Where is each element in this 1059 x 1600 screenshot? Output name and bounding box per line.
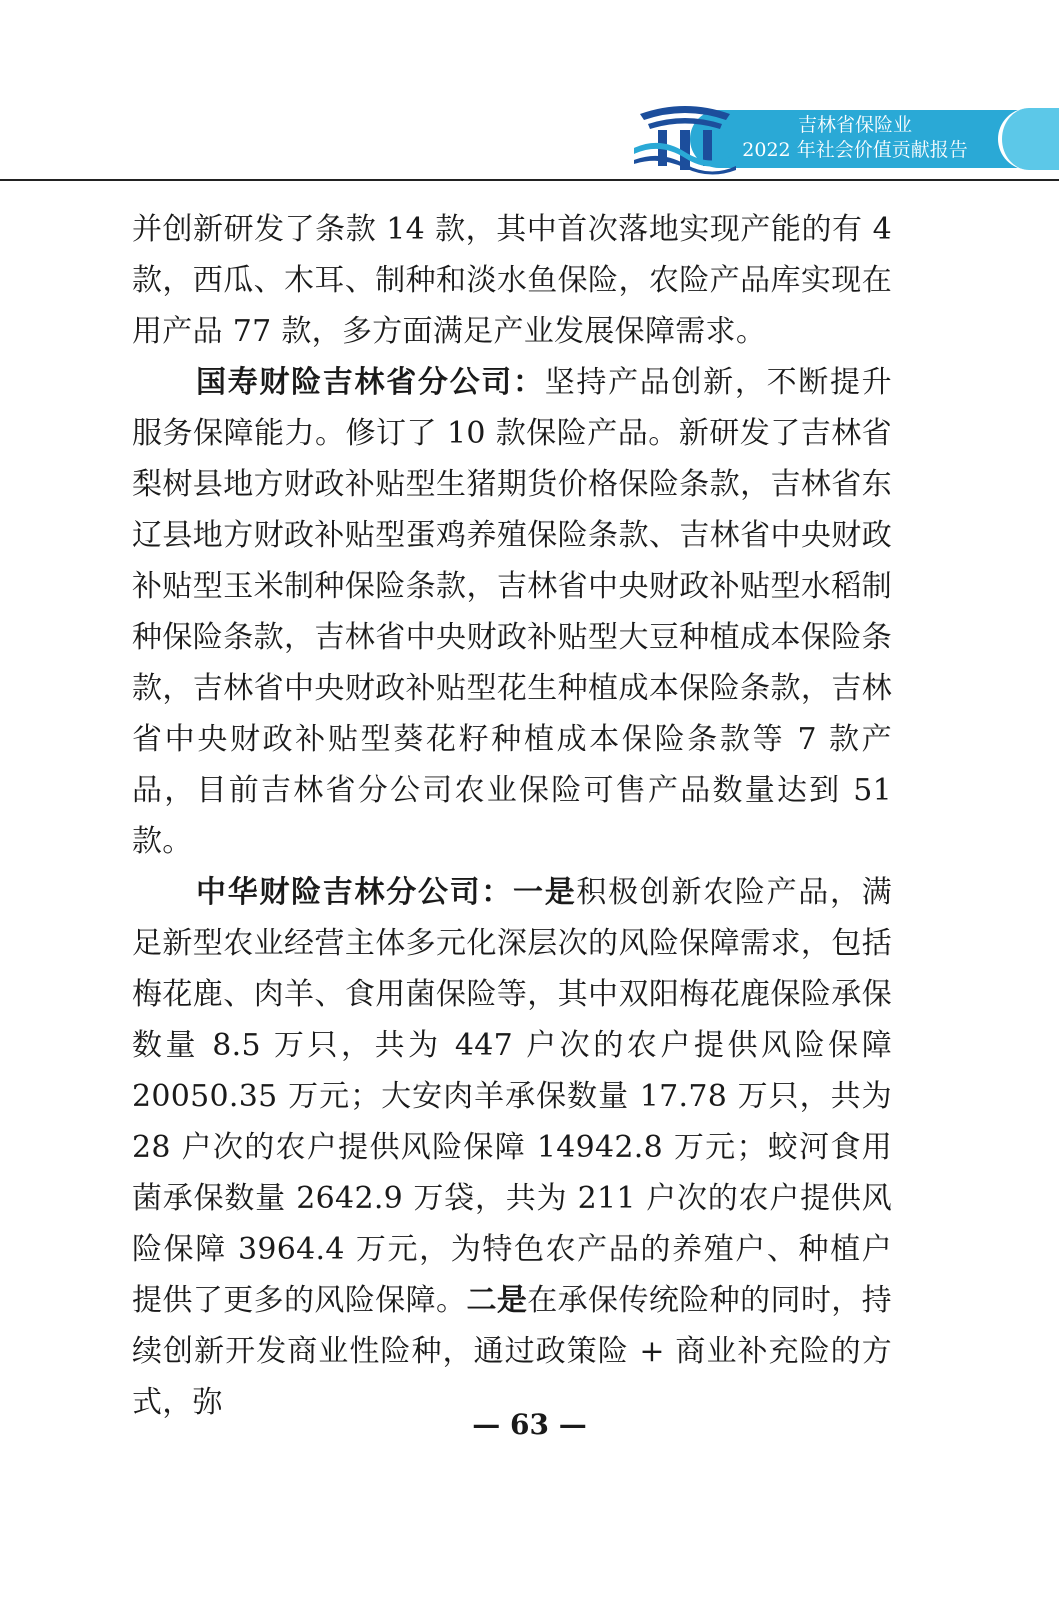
body-text	[132, 204, 892, 1428]
paragraph-2	[132, 357, 892, 867]
report-title-line1: 吉林省保险业	[797, 114, 912, 136]
paragraph-3-part2: 在承保传统险种的同时，持续创新开发商业性险种，通过政策险 + 商业补充险的方式，弥	[132, 1283, 892, 1420]
report-title-line2: 2022 年社会价值贡献报告	[742, 139, 968, 161]
paragraph-3-first-marker: 一是	[513, 875, 577, 910]
page-header	[0, 0, 1059, 185]
paragraph-3-part1: 积极创新农险产品，满足新型农业经营主体多元化深层次的风险保障需求，包括梅花鹿、肉羊、食用菌保险等，其中双阳梅花鹿保险承保数量 8.5 万只，共为 447 户次的农户提供风险保障 20050.35 万元；大安肉羊承保数量 17.78 万只，共为 28 户次的农户提供风险保障 14942.8 万元；蛟河食用菌承保数量 2642.9 万袋，共为 211 户次的农户提供风险保障 3964.4 万元，为特色农产品的养殖户、种植户提供了更多的风险保障。	[132, 875, 893, 1318]
paragraph-2-lead: 国寿财险吉林省分公司：	[196, 365, 545, 400]
header-banner-end	[998, 108, 1059, 170]
paragraph-2-text: 坚持产品创新，不断提升服务保障能力。修订了 10 款保险产品。新研发了吉林省梨树县地方财政补贴型生猪期货价格保险条款，吉林省东辽县地方财政补贴型蛋鸡养殖保险条款、吉林省中央财政补贴型玉米制种保险条款，吉林省中央财政补贴型水稻制种保险条款，吉林省中央财政补贴型大豆种植成本保险条款，吉林省中央财政补贴型花生种植成本保险条款，吉林省中央财政补贴型葵花籽种植成本保险条款等 7 款产品，目前吉林省分公司农业保险可售产品数量达到 51 款。	[132, 365, 892, 859]
paragraph-1: 并创新研发了条款 14 款，其中首次落地实现产能的有 4 款，西瓜、木耳、制种和淡水鱼保险，农险产品库实现在用产品 77 款，多方面满足产业发展保障需求。	[132, 212, 892, 349]
header-divider	[0, 179, 1059, 181]
page-number: — 63 —	[472, 1408, 587, 1441]
paragraph-3	[132, 867, 892, 1428]
paragraph-3-lead: 中华财险吉林分公司：	[196, 875, 513, 910]
report-title	[720, 113, 990, 163]
paragraph-3-second-marker: 二是	[466, 1283, 528, 1318]
